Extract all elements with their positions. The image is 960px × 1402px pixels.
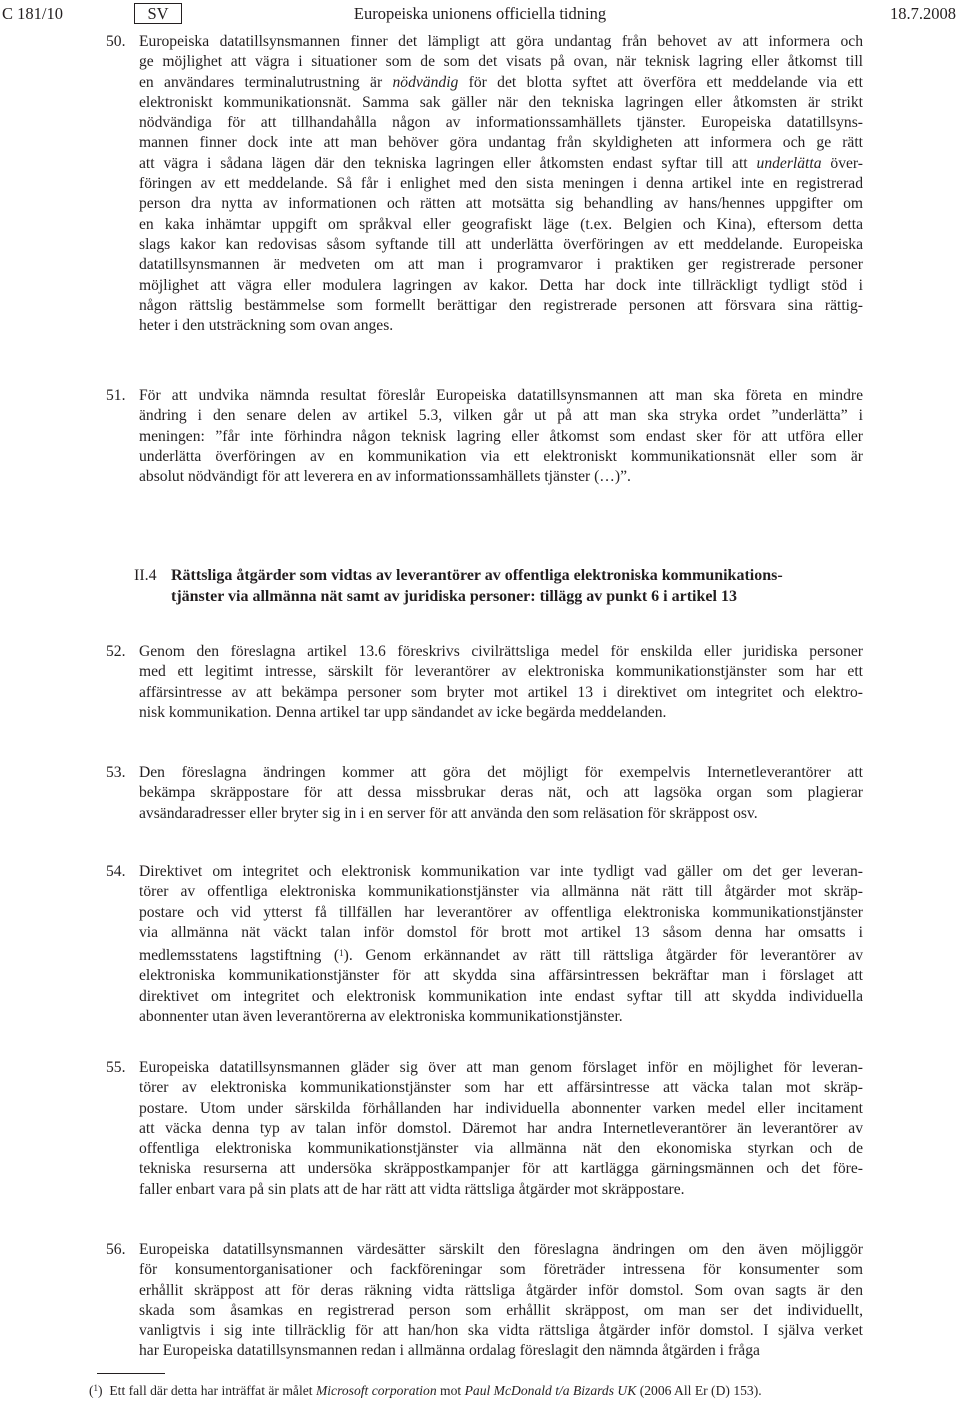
text-line: affärsintresse av att bekämpa personer som bryter mot artikel 13 i direktivet om integritet och elektro- (139, 683, 863, 701)
paragraph-55 (106, 1058, 863, 1200)
text-line: en användares terminalutrustning är nödvändig för det blotta syftet att överföra ett meddelande via ett (139, 73, 863, 91)
text-line: slags kakor kan redovisas såsom syftande till att underlätta överföringen av ett meddelande. Europeiska (139, 235, 863, 253)
text-line: offentliga elektroniska kommunikationstjänster via allmänna nät den ekonomiska styrkan och de (139, 1140, 863, 1158)
paragraph-number: 56. (106, 1241, 126, 1258)
text-line: att väcka denna typ av talan inför domstol. Däremot har andra Internetleverantörer än leverantörer av (139, 1119, 863, 1137)
text-line: vanligtvis i sig inte tillräcklig för att han/hon ska vidta rättsliga åtgärder inför domstol. I själva verket (139, 1322, 863, 1340)
text-line: elektroniska kommunikationstjänster för att skydda sina affärsintressen bekräftar man i förslaget att (139, 967, 863, 985)
text-line: nödvändiga för att tillhandahålla någon av informationssamhällets tjänster. Europeiska datatillsyns- (139, 114, 863, 132)
text-line: via allmänna nät väckt talan inför domstol för brott mot artikel 13 såsom denna har omsatts i (139, 923, 863, 941)
text-line: postare och vid ytterst få tillfällen har leverantörer av offentliga elektroniska kommunikationstjänster (139, 903, 863, 921)
text-line: medlemsstatens lagstiftning ($^1$). Genom erkännandet av rätt till rättsliga åtgärder för leverantörer av (139, 947, 864, 965)
footnote-reference: 1 (339, 948, 344, 959)
text-line: Europeiska datatillsynsmannen värdesätter särskilt den föreslagna ändringen om den även möjliggör (139, 1241, 863, 1258)
text-line: mannen finner dock inte att man behöver göra undantag från skyldigheten att informera och ge rätt (139, 134, 863, 152)
text-line: direktivet om integritet och elektronisk kommunikation inte endast syftar till att skydda individuella (139, 987, 863, 1005)
paragraph-number: 54. (106, 863, 126, 880)
text-line: person dra nytta av informationen och rätten att motsätta sig behandling av hans/hennes uppgifter om (139, 195, 863, 213)
footnote-marker: 1 (93, 1383, 99, 1393)
paragraph-number: 50. (106, 33, 126, 50)
text-line: absolut nödvändigt för att leverera en av informationssamhällets tjänster (…)”. (139, 468, 631, 486)
text-line: meningen: ”får inte förhindra någon teknisk lagring eller åtkomst som endast sker för att utföra eller (139, 427, 863, 445)
section-title-line-2: tjänster via allmänna nät samt av juridiska personer: tillägg av punkt 6 i artikel 13 (171, 587, 737, 605)
text-line: ändring i den senare delen av artikel 5.3, vilken går ut på att man ska stryka ordet ”underlätta” i (139, 407, 863, 425)
text-line: någon rättslig bestämmelse som formellt berättigar den registrerade personen att försvara sina rättig- (139, 296, 863, 314)
text-line: att vägra i sådana lägen där den tekniska lagringen eller åtkomsten endast syftar till att underlätta över- (139, 154, 863, 172)
paragraph-53 (106, 763, 863, 824)
footnote-party-2: Paul McDonald t/a Bizards UK (464, 1383, 637, 1398)
text-line: har Europeiska datatillsynsmannen redan i allmänna ordalag föreslagit den nämnda åtgärden i fråga (139, 1342, 760, 1360)
text-line: nisk kommunikation. Denna artikel tar upp sändandet av icke begärda meddelanden. (139, 703, 667, 721)
paragraph-50 (106, 32, 863, 336)
paragraph-56 (106, 1240, 863, 1362)
paragraph-number: 55. (106, 1059, 126, 1076)
paragraph-number: 53. (106, 764, 126, 781)
text-line: bekämpa skräppostare för att dessa missbrukar deras nät, och att lagsöka organ som plagierar (139, 784, 863, 802)
paragraph-number: 51. (106, 387, 126, 404)
text-line: Europeiska datatillsynsmannen gläder sig över att man genom förslaget inför en möjlighet för leveran- (139, 1059, 863, 1076)
page-header (0, 3, 960, 25)
text-line: faller enbart vara på sin plats att de har rätt att vidta rättsliga åtgärder mot skräppostare. (139, 1180, 685, 1198)
emphasis: nödvändig (392, 73, 459, 91)
text-line: abonnenter utan även leverantörerna av elektroniska kommunikationstjänster. (139, 1008, 623, 1026)
paragraph-number: 52. (106, 643, 126, 660)
footnote: ($^1$) Ett fall där detta har inträffat är målet Microsoft corporation mot Paul McDonald t/a Bizards UK (2006 All Er (D) 153). (89, 1383, 762, 1398)
journal-title: Europeiska unionens officiella tidning (353, 4, 607, 23)
section-title-line-1: Rättsliga åtgärder som vidtas av leverantörer av offentliga elektroniska kommunikations- (171, 567, 783, 584)
text-line: Den föreslagna ändringen kommer att göra det möjligt för exempelvis Internetleverantörer att (139, 764, 863, 781)
text-line: datatillsynsmannen är medveten om att man i programvaror i praktiken ger registrerade personer (139, 256, 863, 274)
footnote-text-before: Ett fall där detta har inträffat är målet (109, 1383, 316, 1398)
text-line: möjlighet att vägra eller modulera lagringen av kakor. Detta har dock inte tillräckligt tydligt stöd i (139, 276, 863, 294)
text-line: postare. Utom under särskilda förhållanden har individuella abonnenter varken medel eller incitament (139, 1099, 863, 1117)
journal-reference: C 181/10 (2, 4, 63, 23)
text-line: med ett legitimt intresse, särskilt för leverantörer av elektroniska kommunikationstjänster som har ett (139, 663, 863, 681)
section-number: II.4 (134, 567, 157, 584)
text-line: heter i den utsträckning som ovan anges. (139, 317, 394, 335)
paragraph-52 (106, 642, 863, 723)
text-line: underlätta överföringen av en kommunikation via ett elektroniskt kommunikationsnät eller som är (139, 447, 863, 465)
footnote-text-after: (2006 All Er (D) 153). (636, 1383, 762, 1398)
text-line: törer av elektroniska kommunikationstjänster som har ett affärsintresse att väcka talan mot skräp- (139, 1079, 863, 1097)
text-line: Direktivet om integritet och elektronisk kommunikation var inte tydligt vad gäller om det ger leveran- (139, 863, 863, 880)
text-line: elektroniskt kommunikationsnät. Samma sak gäller när den tekniska lagringen eller åtkomsten är strikt (139, 93, 863, 111)
text-line: För att undvika nämnda resultat föreslår Europeiska datatillsynsmannen att man ska företa en mindre (139, 387, 863, 404)
text-line: ge möjlighet att vägra i situationer som de som det visats på ovan, när teknisk lagring eller åtkomst till (139, 53, 863, 71)
text-line: avsändaradresser eller bryter sig in i en server för att använda den som reläsation för skräppost osv. (139, 804, 758, 822)
footnote-party-1: Microsoft corporation (315, 1383, 437, 1398)
text-line: föringen av ett meddelande. Så får i enlighet med den sista meningen i denna artikel inte en registrerad (139, 175, 863, 193)
text-line: erhållit skräppost att för deras räkning vidta rättsliga åtgärder inför domstol. Som ovan sagts är den (139, 1281, 863, 1299)
text-line: tekniska resurserna att undersöka skräppostkampanjer för att kartlägga gärningsmännen och det före- (139, 1160, 863, 1178)
footnote-text-mid: mot (436, 1383, 465, 1398)
text-line: Europeiska datatillsynsmannen finner det lämpligt att göra undantag från behovet av att informera och (139, 33, 863, 50)
emphasis: underlätta (756, 154, 822, 172)
footnote-rule (97, 1373, 165, 1374)
paragraph-54 (106, 862, 864, 1027)
publication-date: 18.7.2008 (890, 4, 956, 23)
text-line: skada som åsamkas en registrerad person som erhållit skräppost, om man ser det individuellt, (139, 1301, 863, 1319)
text-line: för konsumentorganisationer och fackföreningar som företräder intressena för konsumenter som (139, 1261, 863, 1279)
language-badge: SV (134, 3, 182, 24)
text-line: törer av offentliga elektroniska kommunikationstjänster via allmänna nät rätt till åtgärder mot skräp- (139, 883, 863, 901)
paragraph-51 (106, 386, 863, 487)
text-line: Genom den föreslagna artikel 13.6 föreskrivs civilrättsliga medel för enskilda eller juridiska personer (139, 643, 863, 660)
text-line: en kaka inhämtar uppgift om språkval eller geografiskt läge (t.ex. Belgien och Kina), eftersom detta (139, 215, 863, 233)
